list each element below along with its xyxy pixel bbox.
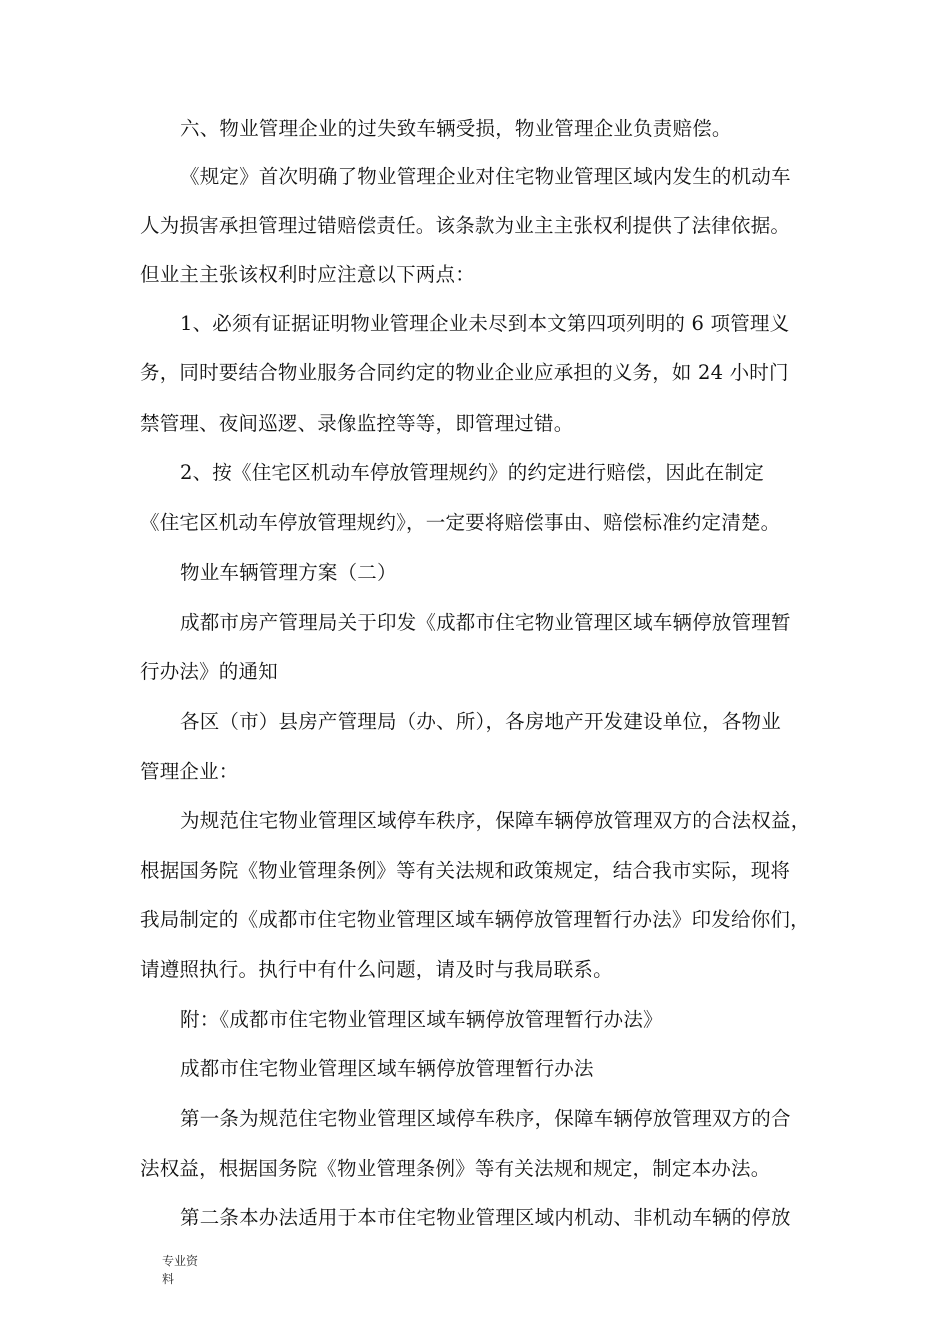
paragraph-line: 人为损害承担管理过错赔偿责任。该条款为业主主张权利提供了法律依据。 bbox=[140, 214, 791, 237]
paragraph-line: 附：《成都市住宅物业管理区域车辆停放管理暂行办法》 bbox=[180, 1008, 663, 1031]
paragraph-line: 根据国务院《物业管理条例》等有关法规和政策规定，结合我市实际，现将 bbox=[140, 859, 791, 882]
paragraph-line: 2、按《住宅区机动车停放管理规约》的约定进行赔偿，因此在制定 bbox=[180, 461, 764, 484]
footer-label: 料 bbox=[162, 1272, 175, 1286]
paragraph-line: 务，同时要结合物业服务合同约定的物业企业应承担的义务，如 24 小时门 bbox=[140, 361, 789, 384]
paragraph-line: 1、必须有证据证明物业管理企业未尽到本文第四项列明的 6 项管理义 bbox=[180, 312, 790, 335]
paragraph-line: 禁管理、夜间巡逻、录像监控等等，即管理过错。 bbox=[140, 412, 574, 435]
paragraph-line: 法权益，根据国务院《物业管理条例》等有关法规和规定，制定本办法。 bbox=[140, 1157, 771, 1180]
paragraph-line: 我局制定的《成都市住宅物业管理区域车辆停放管理暂行办法》印发给你们， bbox=[140, 908, 810, 931]
paragraph-line: 第二条本办法适用于本市住宅物业管理区域内机动、非机动车辆的停放 bbox=[180, 1206, 791, 1229]
paragraph-line: 各区（市）县房产管理局（办、所），各房地产开发建设单位，各物业 bbox=[180, 710, 781, 733]
paragraph-line: 六、物业管理企业的过失致车辆受损，物业管理企业负责赔偿。 bbox=[180, 117, 732, 140]
footer-label: 专业资 bbox=[162, 1254, 199, 1268]
paragraph-line: 《住宅区机动车停放管理规约》，一定要将赔偿事由、赔偿标准约定清楚。 bbox=[140, 511, 781, 534]
section-heading: 物业车辆管理方案（二） bbox=[180, 561, 397, 584]
paragraph-line: 但业主主张该权利时应注意以下两点： bbox=[140, 263, 475, 286]
paragraph-line: 第一条为规范住宅物业管理区域停车秩序，保障车辆停放管理双方的合 bbox=[180, 1107, 791, 1130]
paragraph-line: 管理企业： bbox=[140, 760, 239, 783]
paragraph-line: 《规定》首次明确了物业管理企业对住宅物业管理区域内发生的机动车 bbox=[180, 165, 791, 188]
paragraph-line: 请遵照执行。执行中有什么问题，请及时与我局联系。 bbox=[140, 958, 613, 981]
paragraph-line: 成都市房产管理局关于印发《成都市住宅物业管理区域车辆停放管理暂 bbox=[180, 611, 791, 634]
paragraph-line: 为规范住宅物业管理区域停车秩序，保障车辆停放管理双方的合法权益， bbox=[180, 809, 811, 832]
section-heading: 成都市住宅物业管理区域车辆停放管理暂行办法 bbox=[180, 1057, 594, 1080]
paragraph-line: 行办法》的通知 bbox=[140, 660, 278, 683]
